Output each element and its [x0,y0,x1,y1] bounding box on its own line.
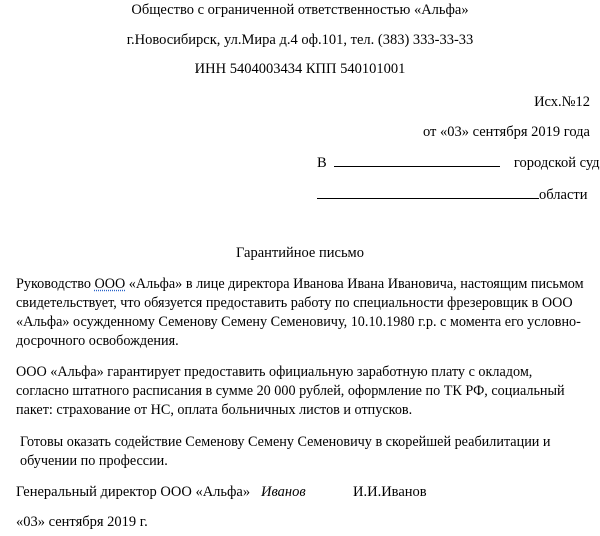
paragraph-assistance: Готовы оказать содействие Семенову Семену Семеновичу в скорейшей реабилитации и обучении по профессии. [20,434,551,469]
paragraph1-org: ООО [94,276,126,292]
addressee-court-line [317,154,600,172]
paragraph-salary-guarantee: ООО «Альфа» гарантирует предоставить официальную заработную плату с окладом, согласно штатного расписания в сумме 20 000 рублей, оформление по ТК РФ, социальный пакет: страхование от НС, оплата больничных листов и отпусков. [16,364,565,418]
addressee-court-suffix: городской суд [513,155,600,171]
signature-handwritten: Иванов [261,484,306,500]
organization-requisites: ИНН 5404003434 КПП 540101001 [194,61,406,77]
region-name-blank [317,186,539,199]
paragraph-employment-guarantee [16,275,586,351]
signature-name: И.И.Иванов [353,484,427,500]
organization-name: Общество с ограниченной ответственностью «Альфа» [131,2,469,18]
court-name-blank [334,154,500,167]
organization-address: г.Новосибирск, ул.Мира д.4 оф.101, тел. (383) 333-33-33 [126,32,474,48]
letter-title: Гарантийное письмо [235,245,364,261]
signature-date: «03» сентября 2019 г. [16,514,148,530]
paragraph1-rest: «Альфа» в лице директора Иванова Ивана Ивановича, настоящим письмом свидетельствует, что обязуется предоставить работу по специальности фрезеровщик в ООО «Альфа» осужденному Семенову Семену Семеновичу, 10.10.1980 г.р. с момента его условно-досрочного освобождения. [16,276,584,349]
addressee-region-suffix: области [539,187,588,203]
outgoing-date: от «03» сентября 2019 года [422,124,590,140]
outgoing-number: Исх.№12 [534,94,590,110]
paragraph1-lead: Руководство [16,276,91,292]
signature-position: Генеральный директор ООО «Альфа» [16,484,251,500]
addressee-region-line [317,186,587,204]
addressee-prefix: В [317,155,327,171]
